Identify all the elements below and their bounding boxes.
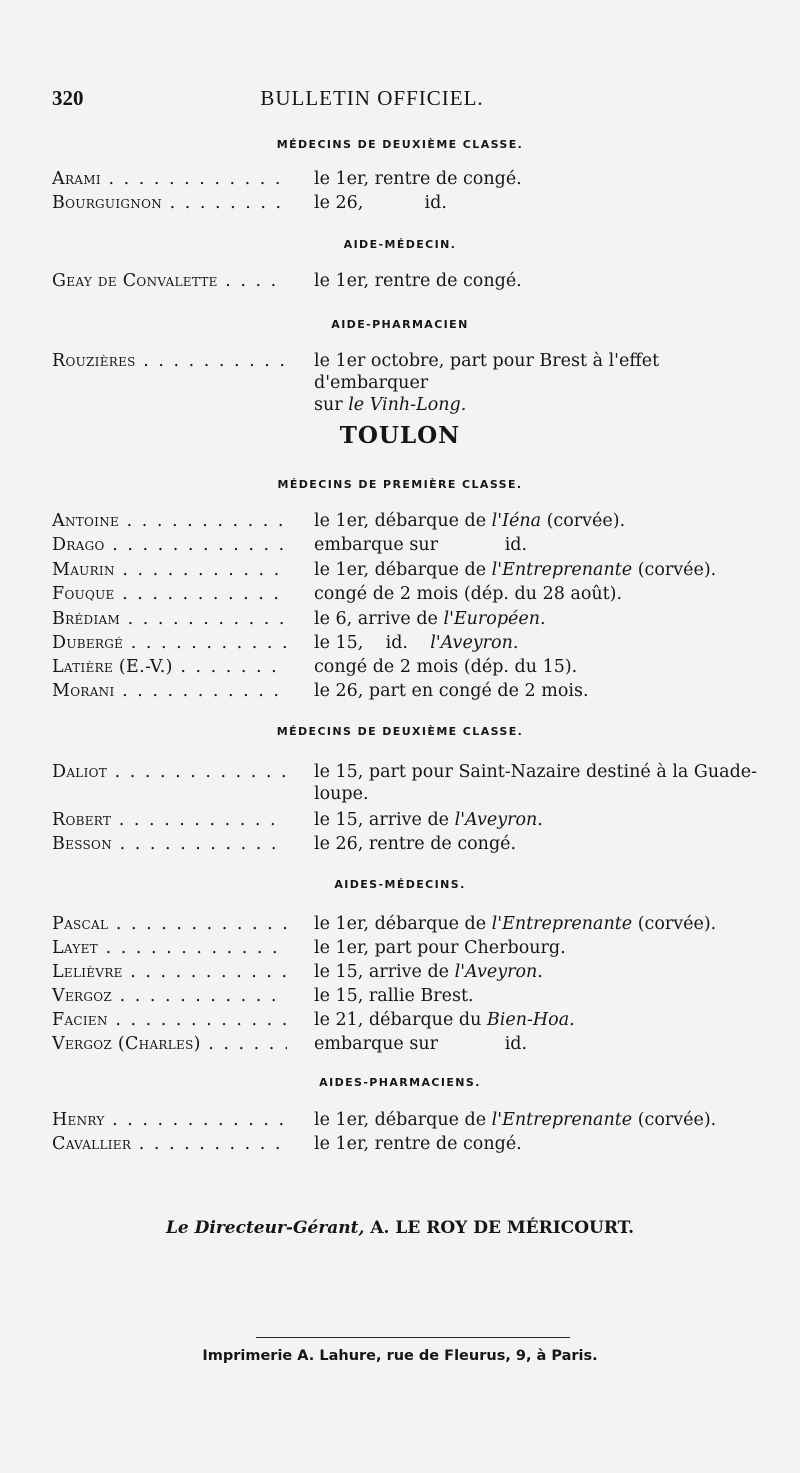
ship-name: l'Aveyron.	[454, 962, 543, 982]
entry-description-line2-prefix: sur	[314, 395, 349, 415]
entry-description	[314, 559, 774, 581]
port-heading: TOULON	[339, 422, 461, 449]
ship-name: l'Aveyron.	[454, 810, 543, 830]
signature-name: A. LE ROY DE MÉRICOURT.	[370, 1218, 635, 1238]
entry-description-line1: le 1er octobre, part pour Brest à l'effet d'embarquer	[314, 351, 660, 393]
entry-description	[314, 761, 774, 805]
entry-description: le 1er, rentre de congé.	[314, 169, 522, 189]
ship-name: l'Européen.	[443, 609, 546, 629]
person-name: Maurin . . .	[52, 559, 287, 581]
entry-description: congé de 2 mois (dép. du 15).	[314, 657, 578, 677]
entry-text-post: (corvée).	[632, 1110, 717, 1130]
section-title-medecins-deuxieme-classe: MÉDECINS DE DEUXIÈME CLASSE.	[276, 138, 524, 151]
person-name: Latière (E.-V.) . . .	[52, 656, 287, 678]
person-name: Arami . . .	[52, 168, 287, 190]
footer-rule	[256, 1337, 570, 1338]
ship-name: le Vinh-Long.	[348, 395, 467, 415]
person-name: Pascal . . .	[52, 913, 287, 935]
entry-description	[314, 608, 774, 630]
person-name: Antoine . . .	[52, 510, 287, 532]
person-name: Daliot . . .	[52, 761, 287, 783]
entry-description	[314, 913, 774, 935]
ship-name: l'Aveyron.	[430, 633, 519, 653]
entry-text: le 1er, débarque de	[314, 914, 492, 934]
person-name: Rouzières . . .	[52, 350, 287, 372]
entry-description: embarque sur id.	[314, 1034, 528, 1054]
person-name: Dubergé . . .	[52, 632, 287, 654]
entry-description	[314, 1009, 774, 1031]
person-name: Vergoz (Charles) . . .	[52, 1033, 287, 1055]
entry-description: le 1er, rentre de congé.	[314, 1134, 522, 1154]
person-name: Geay de Convalette . . .	[52, 270, 287, 292]
entry-text: le 1er, débarque de	[314, 560, 492, 580]
entry-text-line2: loupe.	[314, 784, 369, 804]
entry-text-post: (corvée).	[632, 914, 717, 934]
entry-description	[314, 1109, 774, 1131]
entry-description	[314, 961, 774, 983]
entry-description	[314, 510, 774, 532]
entry-description	[314, 809, 774, 831]
entry-description	[314, 350, 774, 416]
ship-name: l'Entreprenante	[491, 560, 633, 580]
entry-text: le 15, id.	[314, 633, 431, 653]
ship-name: Bien-Hoa.	[486, 1010, 575, 1030]
entry-text: le 15, arrive de	[314, 962, 455, 982]
person-name: Facien . . .	[52, 1009, 287, 1031]
person-name: Brédiam . . .	[52, 608, 287, 630]
entry-text: le 1er, débarque de	[314, 1110, 492, 1130]
section-title-aide-medecin: AIDE-MÉDECIN.	[343, 238, 457, 251]
entry-text: le 15, part pour Saint-Nazaire destiné à la Guade-	[314, 762, 758, 782]
entry-description: le 1er, part pour Cherbourg.	[314, 938, 566, 958]
ship-name: l'Entreprenante	[491, 1110, 633, 1130]
person-name: Henry . . .	[52, 1109, 287, 1131]
person-name: Morani . . .	[52, 680, 287, 702]
entry-description: le 26, part en congé de 2 mois.	[314, 681, 589, 701]
page-number: 320	[52, 86, 84, 110]
person-name: Cavallier . . .	[52, 1133, 287, 1155]
printer-imprint: Imprimerie A. Lahure, rue de Fleurus, 9, à Paris.	[202, 1348, 598, 1364]
entry-text-post: (corvée).	[541, 511, 626, 531]
person-name: Bourguignon . . .	[52, 192, 287, 214]
entry-description: congé de 2 mois (dép. du 28 août).	[314, 584, 623, 604]
entry-text: le 21, débarque du	[314, 1010, 487, 1030]
section-title-medecins-premiere-classe: MÉDECINS DE PREMIÈRE CLASSE.	[277, 478, 523, 491]
person-name: Vergoz . . .	[52, 985, 287, 1007]
person-name: Lelièvre . . .	[52, 961, 287, 983]
entry-text-post: (corvée).	[632, 560, 717, 580]
entry-description: le 26, id.	[314, 193, 447, 213]
person-name: Drago . . .	[52, 534, 287, 556]
person-name: Besson . . .	[52, 833, 287, 855]
entry-description	[314, 632, 774, 654]
entry-text: le 6, arrive de	[314, 609, 444, 629]
entry-description: le 15, rallie Brest.	[314, 986, 474, 1006]
entry-description: le 26, rentre de congé.	[314, 834, 517, 854]
entry-text: le 15, arrive de	[314, 810, 455, 830]
entry-description: le 1er, rentre de congé.	[314, 271, 522, 291]
ship-name: l'Entreprenante	[491, 914, 633, 934]
running-title: BULLETIN OFFICIEL.	[260, 86, 484, 110]
section-title-aides-medecins: AIDES-MÉDECINS.	[334, 878, 466, 891]
section-title-aide-pharmacien: AIDE-PHARMACIEN	[331, 318, 469, 331]
page-header	[52, 86, 692, 116]
person-name: Robert . . .	[52, 809, 287, 831]
person-name: Fouque . . .	[52, 583, 287, 605]
person-name: Layet . . .	[52, 937, 287, 959]
ship-name: l'Iéna	[491, 511, 542, 531]
entry-description: embarque sur id.	[314, 535, 528, 555]
signature-line	[0, 1218, 800, 1238]
section-title-aides-pharmaciens: AIDES-PHARMACIENS.	[319, 1076, 481, 1089]
signature-role: Le Directeur-Gérant,	[165, 1218, 365, 1238]
section-title-medecins-deuxieme-classe-toulon: MÉDECINS DE DEUXIÈME CLASSE.	[276, 725, 524, 738]
entry-text: le 1er, débarque de	[314, 511, 492, 531]
